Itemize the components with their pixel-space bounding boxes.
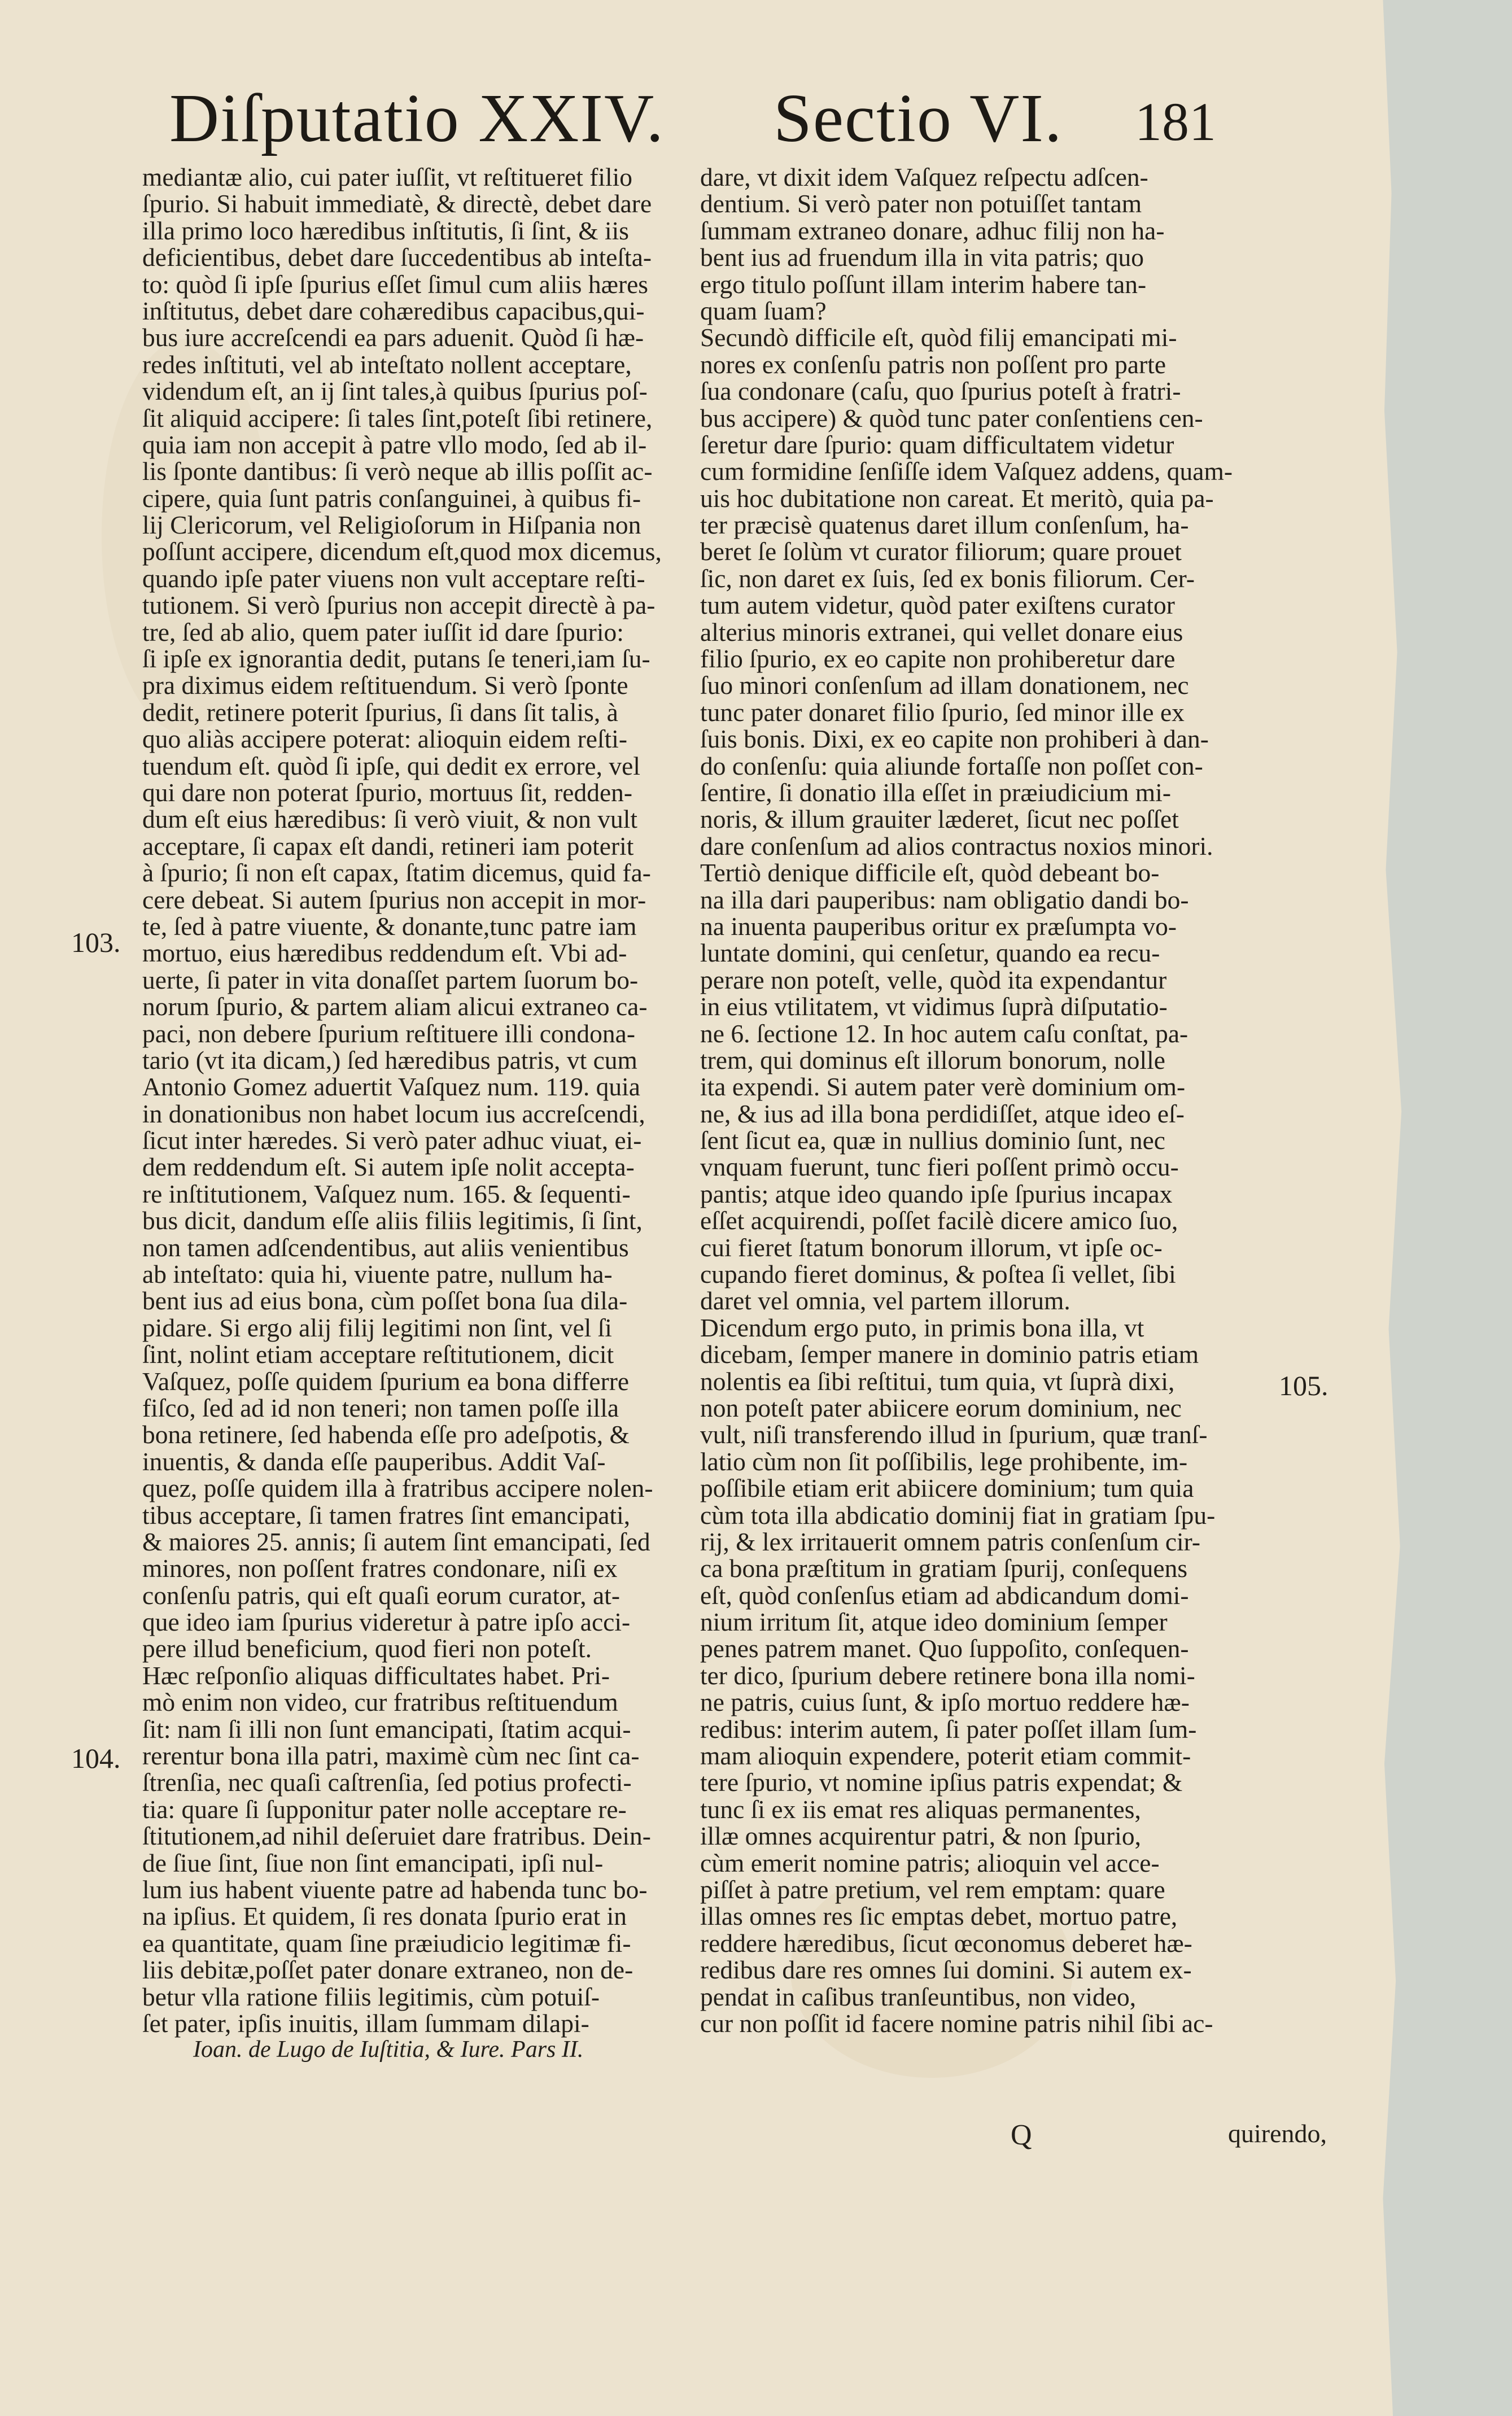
text-line: dare conſenſum ad alios contractus noxios minori. <box>700 831 1213 860</box>
text-line: ita expendi. Si autem pater verè dominium om- <box>700 1072 1186 1102</box>
text-line: fiſco, ſed ad id non teneri; non tamen poſſe illa <box>142 1393 619 1422</box>
text-line: quo aliàs accipere poterat: alioquin eidem reſti- <box>142 724 628 754</box>
text-line: redes inſtituti, vel ab inteſtato nollent acceptare, <box>142 349 632 379</box>
text-line: mò enim non video, cur fratribus reſtituendum <box>142 1688 618 1717</box>
text-line: rerentur bona illa patri, maximè cùm nec ſint ca- <box>142 1741 640 1771</box>
text-line: mediantæ alio, cui pater iuſſit, vt reſtitueret filio <box>142 163 633 191</box>
text-line: ſicut inter hæredes. Si verò pater adhuc viuat, ei- <box>142 1126 642 1155</box>
text-line: Secundò difficile eſt, quòd filij emancipati mi- <box>700 323 1177 352</box>
text-line: Tertiò denique difficile eſt, quòd debeant bo- <box>700 858 1160 888</box>
page-number: 181 <box>1135 91 1216 152</box>
text-line: & maiores 25. annis; ſi autem ſint emancipati, ſed <box>142 1527 650 1556</box>
text-line: piſſet à patre pretium, vel rem emptam: quare <box>700 1875 1165 1904</box>
text-line: ſua condonare (caſu, quo ſpurius poteſt à fratri- <box>700 377 1181 406</box>
text-line: bus iure accreſcendi ea pars aduenit. Quòd ſi hæ- <box>142 323 644 352</box>
text-line: eſſet acquirendi, poſſet facilè dicere amico ſuo, <box>700 1206 1178 1235</box>
margin-number-105: 105. <box>1279 1370 1329 1401</box>
text-line: bent ius ad fruendum illa in vita patris; quo <box>700 243 1144 272</box>
text-line: nium irritum ſit, atque ideo dominium ſemper <box>700 1607 1168 1637</box>
text-line: ſentire, ſi donatio illa eſſet in præiudicium mi- <box>700 777 1171 807</box>
text-line: tario (vt ita dicam,) ſed hæredibus patris, vt cum <box>142 1045 637 1074</box>
catchword: quirendo, <box>1228 2119 1327 2148</box>
text-line: to: quòd ſi ipſe ſpurius eſſet ſimul cum aliis hæres <box>142 269 649 299</box>
text-line: non tamen adſcendentibus, aut aliis venientibus <box>142 1233 629 1262</box>
text-line: qui dare non poterat ſpurio, mortuus ſit, redden- <box>142 777 633 807</box>
signature-mark: Q <box>1011 2119 1032 2151</box>
text-line: tum autem videtur, quòd pater exiſtens curator <box>700 591 1175 620</box>
text-line: ter præcisè quatenus daret illum conſenſum, ha- <box>700 510 1189 540</box>
text-line: liis debitæ,poſſet pater donare extraneo, non de- <box>142 1955 633 1985</box>
text-line: ſit: nam ſi illi non ſunt emancipati, ſtatim acqui- <box>142 1714 631 1744</box>
text-line: filio ſpurio, ex eo capite non prohiberetur dare <box>700 644 1175 674</box>
text-line: nores ex conſenſu patris non poſſent pro parte <box>700 349 1166 379</box>
text-line: perare non poteſt, velle, quòd ita expendantur <box>700 965 1167 994</box>
text-line: cur non poſſit id facere nomine patris nihil ſibi ac- <box>700 2008 1213 2038</box>
text-line: do conſenſu: quia aliunde fortaſſe non poſſet con- <box>700 751 1203 780</box>
text-line: beret ſe ſolùm vt curator filiorum; quare prouet <box>700 537 1182 566</box>
text-line: na illa dari pauperibus: nam obligatio dandi bo- <box>700 885 1189 914</box>
text-line: re inſtitutionem, Vaſquez num. 165. & ſequenti- <box>142 1179 631 1208</box>
text-line: betur vlla ratione filiis legitimis, cùm potuiſ- <box>142 1982 600 2011</box>
text-line: Vaſquez, poſſe quidem ſpurium ea bona differre <box>142 1366 630 1396</box>
text-line: dicebam, ſemper manere in dominio patris etiam <box>700 1340 1199 1369</box>
text-line: in eius vtilitatem, vt vidimus ſuprà diſputatio- <box>700 992 1168 1021</box>
text-line: ne, & ius ad illa bona perdidiſſet, atque ideo eſ- <box>700 1099 1185 1128</box>
text-line: Hæc reſponſio aliquas difficultates habet. Pri- <box>142 1661 610 1690</box>
text-line: ne patris, cuius ſunt, & ipſo mortuo reddere hæ- <box>700 1688 1190 1717</box>
text-line: penes patrem manet. Quo ſuppoſito, conſequen- <box>700 1634 1189 1663</box>
text-line: redibus: interim autem, ſi pater poſſet illam ſum- <box>700 1714 1197 1744</box>
text-line: luntate domini, qui cenſetur, quando ea recu- <box>700 938 1160 968</box>
text-line: uis hoc dubitatione non careat. Et meritò, quia pa- <box>700 483 1214 513</box>
text-line: cum formidine ſenſiſſe idem Vaſquez addens, quam- <box>700 457 1233 486</box>
text-line: poſſunt accipere, dicendum eſt,quod mox dicemus, <box>142 537 662 566</box>
text-line: uerte, ſi pater in vita donaſſet partem ſuorum bo- <box>142 965 639 994</box>
text-line: conſenſu patris, qui eſt quaſi eorum curator, at- <box>142 1580 620 1610</box>
text-line: alterius minoris extranei, qui vellet donare eius <box>700 617 1183 646</box>
text-line: ſint, nolint etiam acceptare reſtitutionem, dicit <box>142 1340 614 1369</box>
text-line: dentium. Si verò pater non potuiſſet tantam <box>700 189 1142 219</box>
text-line: poſſibile etiam erit abiicere dominium; tum quia <box>700 1474 1194 1503</box>
text-line: cipere, quia ſunt patris conſanguinei, à quibus fi- <box>142 483 641 513</box>
text-line: bona retinere, ſed habenda eſſe pro adeſpotis, & <box>142 1420 630 1449</box>
text-line: bus dicit, dandum eſſe aliis filiis legitimis, ſi ſint, <box>142 1206 643 1235</box>
text-line: pidare. Si ergo alij filij legitimi non ſint, vel ſi <box>142 1313 612 1342</box>
text-line: deficientibus, debet dare ſuccedentibus ab inteſta- <box>142 243 652 272</box>
text-line: ſit aliquid accipere: ſi tales ſint,poteſt ſibi retinere, <box>142 403 653 432</box>
text-line: ca bona præſtitum in gratiam ſpurij, conſequens <box>700 1554 1188 1583</box>
running-head-disputatio: Diſputatio XXIV. <box>169 80 665 156</box>
text-line: te, ſed à patre viuente, & donante,tunc patre iam <box>142 911 637 941</box>
text-line: dedit, retinere poterit ſpurius, ſi dans ſit talis, à <box>142 697 618 727</box>
running-head-sectio: Sectio VI. <box>774 80 1063 156</box>
text-line: minores, non poſſent fratres condonare, niſi ex <box>142 1554 618 1583</box>
text-line: tunc ſi ex iis emat res aliquas permanentes, <box>700 1794 1141 1824</box>
text-line: quando ipſe pater viuens non vult acceptare reſti- <box>142 563 645 593</box>
text-line: ab inteſtato: quia hi, viuente patre, nullum ha- <box>142 1260 613 1289</box>
text-line: Antonio Gomez aduertit Vaſquez num. 119. quia <box>142 1072 641 1102</box>
text-line: cui fieret ſtatum bonorum illorum, vt ipſe oc- <box>700 1233 1163 1262</box>
text-line: na ipſius. Et quidem, ſi res donata ſpurio erat in <box>142 1902 627 1931</box>
text-line: inuentis, & danda eſſe pauperibus. Addit Vaſ- <box>142 1447 606 1476</box>
left-column <box>142 164 662 2064</box>
text-line: pra diximus eidem reſtituendum. Si verò ſponte <box>142 671 628 700</box>
text-line: videndum eſt, an ij ſint tales,à quibus ſpurius poſ- <box>142 377 648 406</box>
text-line: na inuenta pauperibus oritur ex præſumpta vo- <box>700 911 1177 941</box>
text-line: ſpurio. Si habuit immediatè, & directè, debet dare <box>142 189 652 219</box>
text-line: acceptare, ſi capax eſt dandi, retineri iam poterit <box>142 831 634 860</box>
text-line: ſic, non daret ex ſuis, ſed ex bonis filiorum. Cer- <box>700 563 1195 593</box>
text-line: pendat in caſibus tranſeuntibus, non video, <box>700 1982 1137 2011</box>
text-line: pantis; atque ideo quando ipſe ſpurius incapax <box>700 1179 1173 1208</box>
text-line: pere illud beneficium, quod fieri non poteſt. <box>142 1634 592 1663</box>
text-line: mortuo, eius hæredibus reddendum eſt. Vbi ad- <box>142 938 627 968</box>
margin-number-104: 104. <box>71 1742 121 1774</box>
text-line: lij Clericorum, vel Religioſorum in Hiſpania non <box>142 510 641 540</box>
text-line: nolentis ea ſibi reſtitui, tum quia, vt ſuprà dixi, <box>700 1366 1175 1396</box>
text-line: inſtitutus, debet dare cohæredibus capacibus,qui- <box>142 296 645 325</box>
text-line: tutionem. Si verò ſpurius non accepit directè à pa- <box>142 591 656 620</box>
text-line: dem reddendum eſt. Si autem ipſe nolit accepta- <box>142 1152 635 1182</box>
text-line: bus accipere) & quòd tunc pater conſentiens cen- <box>700 403 1203 432</box>
text-line: tibus acceptare, ſi tamen fratres ſint emancipati, <box>142 1500 631 1530</box>
text-line: quez, poſſe quidem illa à fratribus accipere nolen- <box>142 1474 653 1503</box>
text-line: non poteſt pater abiicere eorum dominium, nec <box>700 1393 1182 1422</box>
text-line: in donationibus non habet locum ius accreſcendi, <box>142 1099 645 1128</box>
text-line: illa primo loco hæredibus inſtitutis, ſi ſint, & iis <box>142 216 629 245</box>
text-line: cùm tota illa abdicatio dominij fiat in gratiam ſpu- <box>700 1500 1216 1530</box>
text-line: tere ſpurio, vt nomine ipſius patris expendat; & <box>700 1768 1183 1797</box>
right-column <box>700 164 1231 2037</box>
text-line: daret vel omnia, vel partem illorum. <box>700 1286 1070 1316</box>
text-line: à ſpurio; ſi non eſt capax, ſtatim dicemus, quid fa- <box>142 858 651 888</box>
text-line: latio cùm non ſit poſſibilis, lege prohibente, im- <box>700 1447 1188 1476</box>
text-line: lum ius habent viuente patre ad habenda tunc bo- <box>142 1875 648 1904</box>
text-line: Dicendum ergo puto, in primis bona illa, vt <box>700 1313 1144 1342</box>
text-line: ſent ſicut ea, quæ in nullius dominio ſunt, nec <box>700 1126 1165 1155</box>
text-line: de ſiue ſint, ſiue non ſint emancipati, ipſi nul- <box>142 1848 604 1877</box>
text-line: mam alioquin expendere, poterit etiam commit- <box>700 1741 1191 1771</box>
text-line: norum ſpurio, & partem aliam alicui extraneo ca- <box>142 992 648 1021</box>
text-line: ne 6. ſectione 12. In hoc autem caſu conſtat, pa- <box>700 1019 1188 1048</box>
margin-number-103: 103. <box>71 927 121 958</box>
text-line: trem, qui dominus eſt illorum bonorum, nolle <box>700 1045 1165 1074</box>
text-line: ea quantitate, quam ſine præiudicio legitimæ fi- <box>142 1928 631 1958</box>
text-line: quia iam non accepit à patre vllo modo, ſed ab il- <box>142 430 647 459</box>
text-line: cupando fieret dominus, & poſtea ſi vellet, ſibi <box>700 1260 1176 1289</box>
text-line: vult, niſi transferendo illud in ſpurium, quæ tranſ- <box>700 1420 1208 1449</box>
text-line: ſummam extraneo donare, adhuc filij non ha- <box>700 216 1165 245</box>
text-line: illæ omnes acquirentur patri, & non ſpurio, <box>700 1821 1141 1851</box>
text-line: tia: quare ſi ſupponitur pater nolle acceptare re- <box>142 1794 627 1824</box>
text-line: dum eſt eius hæredibus: ſi verò viuit, & non vult <box>142 805 638 834</box>
text-line: que ideo iam ſpurius videretur à patre ipſo acci- <box>142 1607 631 1637</box>
text-line: noris, & illum grauiter læderet, ſicut nec poſſet <box>700 805 1179 834</box>
text-line: eſt, quòd conſenſus etiam ad abdicandum domi- <box>700 1580 1189 1610</box>
text-line: lis ſponte dantibus: ſi verò neque ab illis poſſit ac- <box>142 457 653 486</box>
text-line: dare, vt dixit idem Vaſquez reſpectu adſcen- <box>700 163 1148 191</box>
text-line: ſi ipſe ex ignorantia dedit, putans ſe teneri,iam ſu- <box>142 644 650 674</box>
text-line: cere debeat. Si autem ſpurius non accepit in mor- <box>142 885 646 914</box>
text-line: ſuo minori conſenſum ad illam donationem, nec <box>700 671 1189 700</box>
text-line: reddere hæredibus, ſicut œconomus deberet hæ- <box>700 1928 1192 1958</box>
text-line: paci, non debere ſpurium reſtituere illi condona- <box>142 1019 636 1048</box>
text-line: cùm emerit nomine patris; alioquin vel acce- <box>700 1848 1160 1877</box>
text-line: redibus dare res omnes ſui domini. Si autem ex- <box>700 1955 1192 1985</box>
text-line: tuendum eſt. quòd ſi ipſe, qui dedit ex errore, vel <box>142 751 640 780</box>
text-line: vnquam fuerunt, tunc fieri poſſent primò occu- <box>700 1152 1179 1182</box>
text-line: tre, ſed ab alio, quem pater iuſſit id dare ſpurio: <box>142 617 624 646</box>
text-line: ſuis bonis. Dixi, ex eo capite non prohiberi à dan- <box>700 724 1209 754</box>
text-line: tunc pater donaret filio ſpurio, ſed minor ille ex <box>700 697 1185 727</box>
text-line: illas omnes res ſic emptas debet, mortuo patre, <box>700 1902 1178 1931</box>
text-line: rij, & lex irritauerit omnem patris conſenſum cir- <box>700 1527 1201 1556</box>
text-line: ter dico, ſpurium debere retinere bona illa nomi- <box>700 1661 1195 1690</box>
signature-line: Ioan. de Lugo de Iuſtitia, & Iure. Pars II. <box>193 2037 584 2063</box>
text-line: quam ſuam? <box>700 296 827 325</box>
text-line: ſet pater, ipſis inuitis, illam ſummam dilapi- <box>142 2008 589 2038</box>
text-line: ſtrenſia, nec quaſi caſtrenſia, ſed potius profecti- <box>142 1768 632 1797</box>
text-line: ſeretur dare ſpurio: quam difficultatem videtur <box>700 430 1174 459</box>
text-line: bent ius ad eius bona, cùm poſſet bona ſua dila- <box>142 1286 628 1316</box>
text-line: ſtitutionem,ad nihil deſeruiet dare fratribus. Dein- <box>142 1821 651 1851</box>
text-line: ergo titulo poſſunt illam interim habere tan- <box>700 269 1147 299</box>
